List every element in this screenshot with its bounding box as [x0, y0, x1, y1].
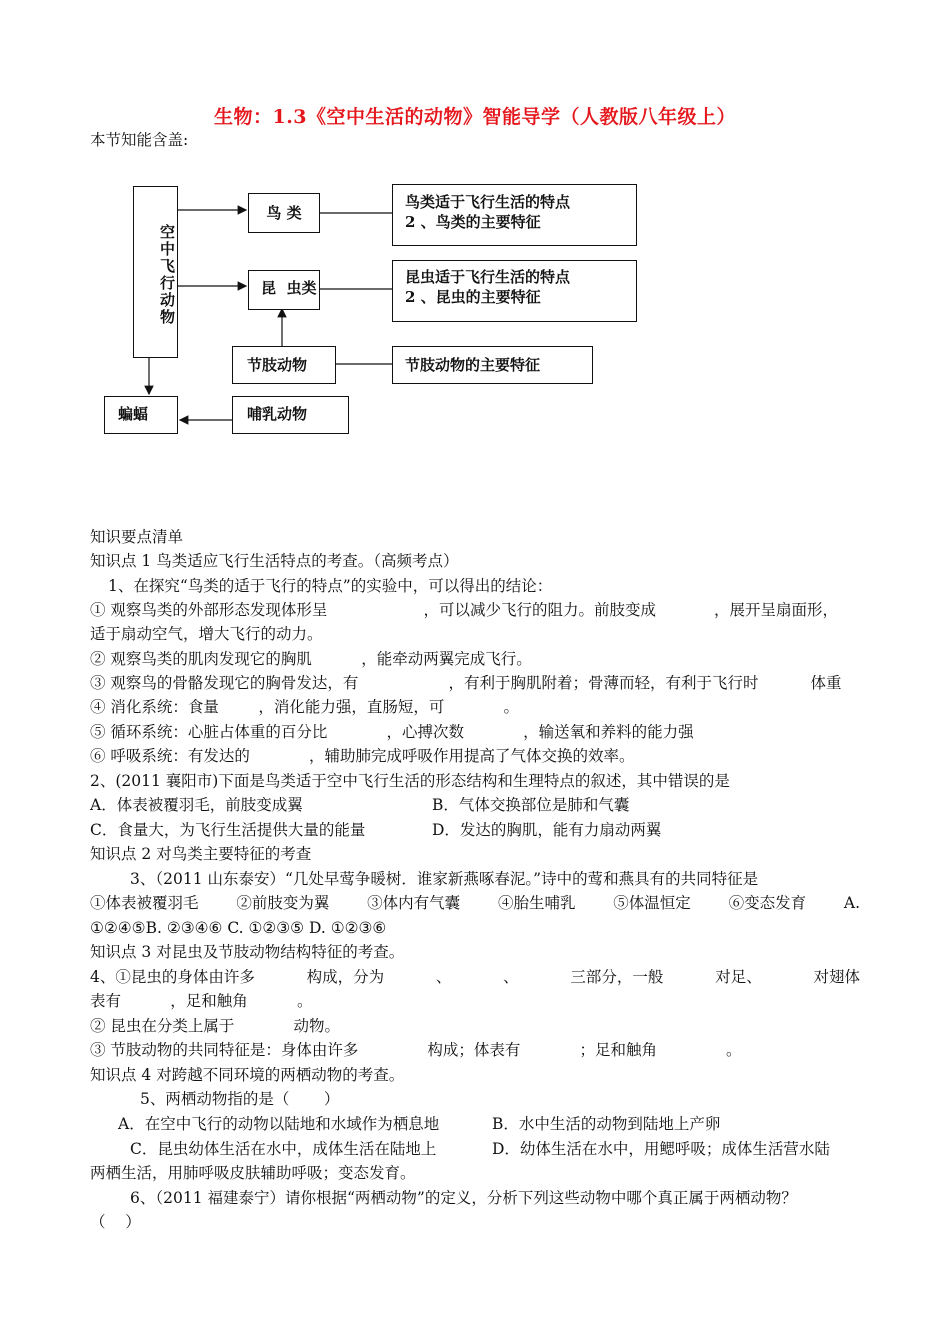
q3-opt-6: ⑥变态发育 — [728, 894, 807, 912]
q3-opt-4: ④胎生哺乳 — [497, 894, 576, 912]
q1-item-6: ⑥ 呼吸系统：有发达的 ，辅助肺完成呼吸作用提高了气体交换的效率。 — [90, 747, 635, 765]
q1-item-5: ⑤ 循环系统：心脏占体重的百分比 ，心搏次数 ，输送氧和养料的能力强 — [90, 723, 694, 741]
knowledge-point-2: 知识点 2 对鸟类主要特征的考查 — [90, 845, 312, 863]
mammals-label: 哺乳动物 — [247, 405, 308, 423]
q3-opt-a-label: A. — [843, 894, 860, 912]
q4-item-3: ③ 节肢动物的共同特征是：身体由许多 构成；体表有 ；足和触角 。 — [90, 1041, 742, 1059]
q1-item-4: ④ 消化系统：食量 ，消化能力强，直肠短，可 。 — [90, 698, 519, 716]
knowledge-point-4: 知识点 4 对跨越不同环境的两栖动物的考查。 — [90, 1066, 405, 1084]
q6-answer-blank: （ ） — [90, 1213, 141, 1231]
q2-option-c: C．食量大，为飞行生活提供大量的能量 — [90, 821, 366, 839]
root-box-flying-animals — [133, 186, 178, 358]
q4-1-part-d: 、 — [503, 968, 519, 986]
q4-1-part-e: 三部分，一般 — [570, 968, 664, 986]
q1-3-part-a: ③ 观察鸟的骨骼发现它的胸骨发达，有 — [90, 674, 359, 692]
q3-opt-5: ⑤体温恒定 — [613, 894, 691, 912]
knowledge-point-3: 知识点 3 对昆虫及节肢动物结构特征的考查。 — [90, 943, 405, 961]
root-label: 空中飞行动物 — [158, 224, 176, 326]
list-title: 知识要点清单 — [90, 528, 184, 546]
arthropod-features-box — [392, 346, 593, 384]
question-3: 3、（2011 山东泰安）“几处早莺争暖树．谁家新燕啄春泥。”诗中的莺和燕具有的共同特征是 — [130, 870, 759, 888]
insects-label: 昆 虫类 — [261, 279, 317, 297]
bird-feature-2: 2 、鸟类的主要特征 — [405, 213, 541, 231]
q5-option-d: D．幼体生活在水中，用鳃呼吸；成体生活营水陆 — [492, 1140, 830, 1158]
insect-feature-1: 昆虫适于飞行生活的特点 — [405, 268, 571, 286]
q2-option-d: D．发达的胸肌，能有力扇动两翼 — [432, 821, 662, 839]
question-6: 6、（2011 福建泰宁）请你根据“两栖动物”的定义，分析下列这些动物中哪个真正属于两栖动物？ — [130, 1189, 797, 1207]
insects-box — [248, 270, 320, 310]
q4-item-1 — [90, 967, 860, 987]
q4-item-1-cont: 表有 ，足和触角 。 — [90, 992, 313, 1010]
bat-box — [104, 396, 178, 434]
q4-1-part-a: 4、①昆虫的身体由许多 — [90, 968, 255, 986]
q1-1-part-b: ，可以减少飞行的阻力。前肢变成 — [423, 601, 656, 619]
q4-1-part-g: 对翅体 — [813, 968, 860, 986]
question-5: 5、两栖动物指的是（ ） — [140, 1090, 340, 1108]
arthropods-label: 节肢动物 — [247, 356, 308, 374]
q2-option-b: B．气体交换部位是肺和气囊 — [432, 796, 630, 814]
arthropods-box — [232, 346, 336, 384]
insect-feature-2: 2 、昆虫的主要特征 — [405, 288, 541, 306]
question-2: 2、(2011 襄阳市)下面是鸟类适于空中飞行生活的形态结构和生理特点的叙述，其中错误的是 — [90, 772, 730, 790]
birds-box — [248, 193, 320, 233]
mammals-box — [232, 396, 349, 434]
q1-1-part-a: ① 观察鸟类的外部形态发现体形呈 — [90, 601, 328, 619]
q3-options — [90, 893, 860, 913]
q1-3-part-c: 体重 — [810, 674, 842, 692]
q5-option-a: A．在空中飞行的动物以陆地和水域作为栖息地 — [118, 1115, 440, 1133]
q3-answers: ①②④⑤B. ②③④⑥ C. ①②③⑤ D. ①②③⑥ — [90, 919, 387, 937]
q1-item-1-cont: 适于扇动空气，增大飞行的动力。 — [90, 625, 323, 643]
birds-label: 鸟 类 — [266, 204, 302, 222]
q4-1-part-f: 对足、 — [715, 968, 762, 986]
q1-item-3 — [90, 673, 841, 693]
bird-feature-1: 鸟类适于飞行生活的特点 — [405, 193, 571, 211]
q1-1-part-c: ，展开呈扇面形， — [713, 601, 838, 619]
q1-item-1 — [90, 600, 838, 620]
q1-item-2: ② 观察鸟类的肌肉发现它的胸肌 ，能牵动两翼完成飞行。 — [90, 650, 532, 668]
q3-opt-3: ③体内有气囊 — [367, 894, 461, 912]
q4-1-part-b: 构成，分为 — [306, 968, 385, 986]
intro-text: 本节知能含盖: — [90, 131, 189, 149]
knowledge-point-1: 知识点 1 鸟类适应飞行生活特点的考查。（高频考点） — [90, 552, 459, 570]
question-1: 1、在探究“鸟类的适于飞行的特点”的实验中，可以得出的结论： — [108, 577, 553, 595]
insect-features-box — [392, 260, 637, 322]
q1-3-part-b: ，有利于胸肌附着；骨薄而轻，有利于飞行时 — [448, 674, 759, 692]
bat-label: 蝙蝠 — [118, 405, 149, 423]
bird-features-box — [392, 184, 637, 246]
q5-option-b: B．水中生活的动物到陆地上产卵 — [492, 1115, 721, 1133]
q4-item-2: ② 昆虫在分类上属于 动物。 — [90, 1017, 341, 1035]
arthropod-features-label: 节肢动物的主要特征 — [405, 356, 541, 374]
q5-option-c: C．昆虫幼体生活在水中，成体生活在陆地上 — [130, 1140, 437, 1158]
q2-option-a: A．体表被覆羽毛，前肢变成翼 — [90, 796, 303, 814]
q4-1-part-c: 、 — [435, 968, 452, 986]
q3-opt-1: ①体表被覆羽毛 — [90, 894, 199, 912]
q3-opt-2: ②前肢变为翼 — [236, 894, 330, 912]
q5-option-d-cont: 两栖生活，用肺呼吸皮肤辅助呼吸；变态发育。 — [90, 1164, 416, 1182]
page-title: 生物：1.3《空中生活的动物》智能导学（人教版八年级上） — [213, 106, 737, 128]
